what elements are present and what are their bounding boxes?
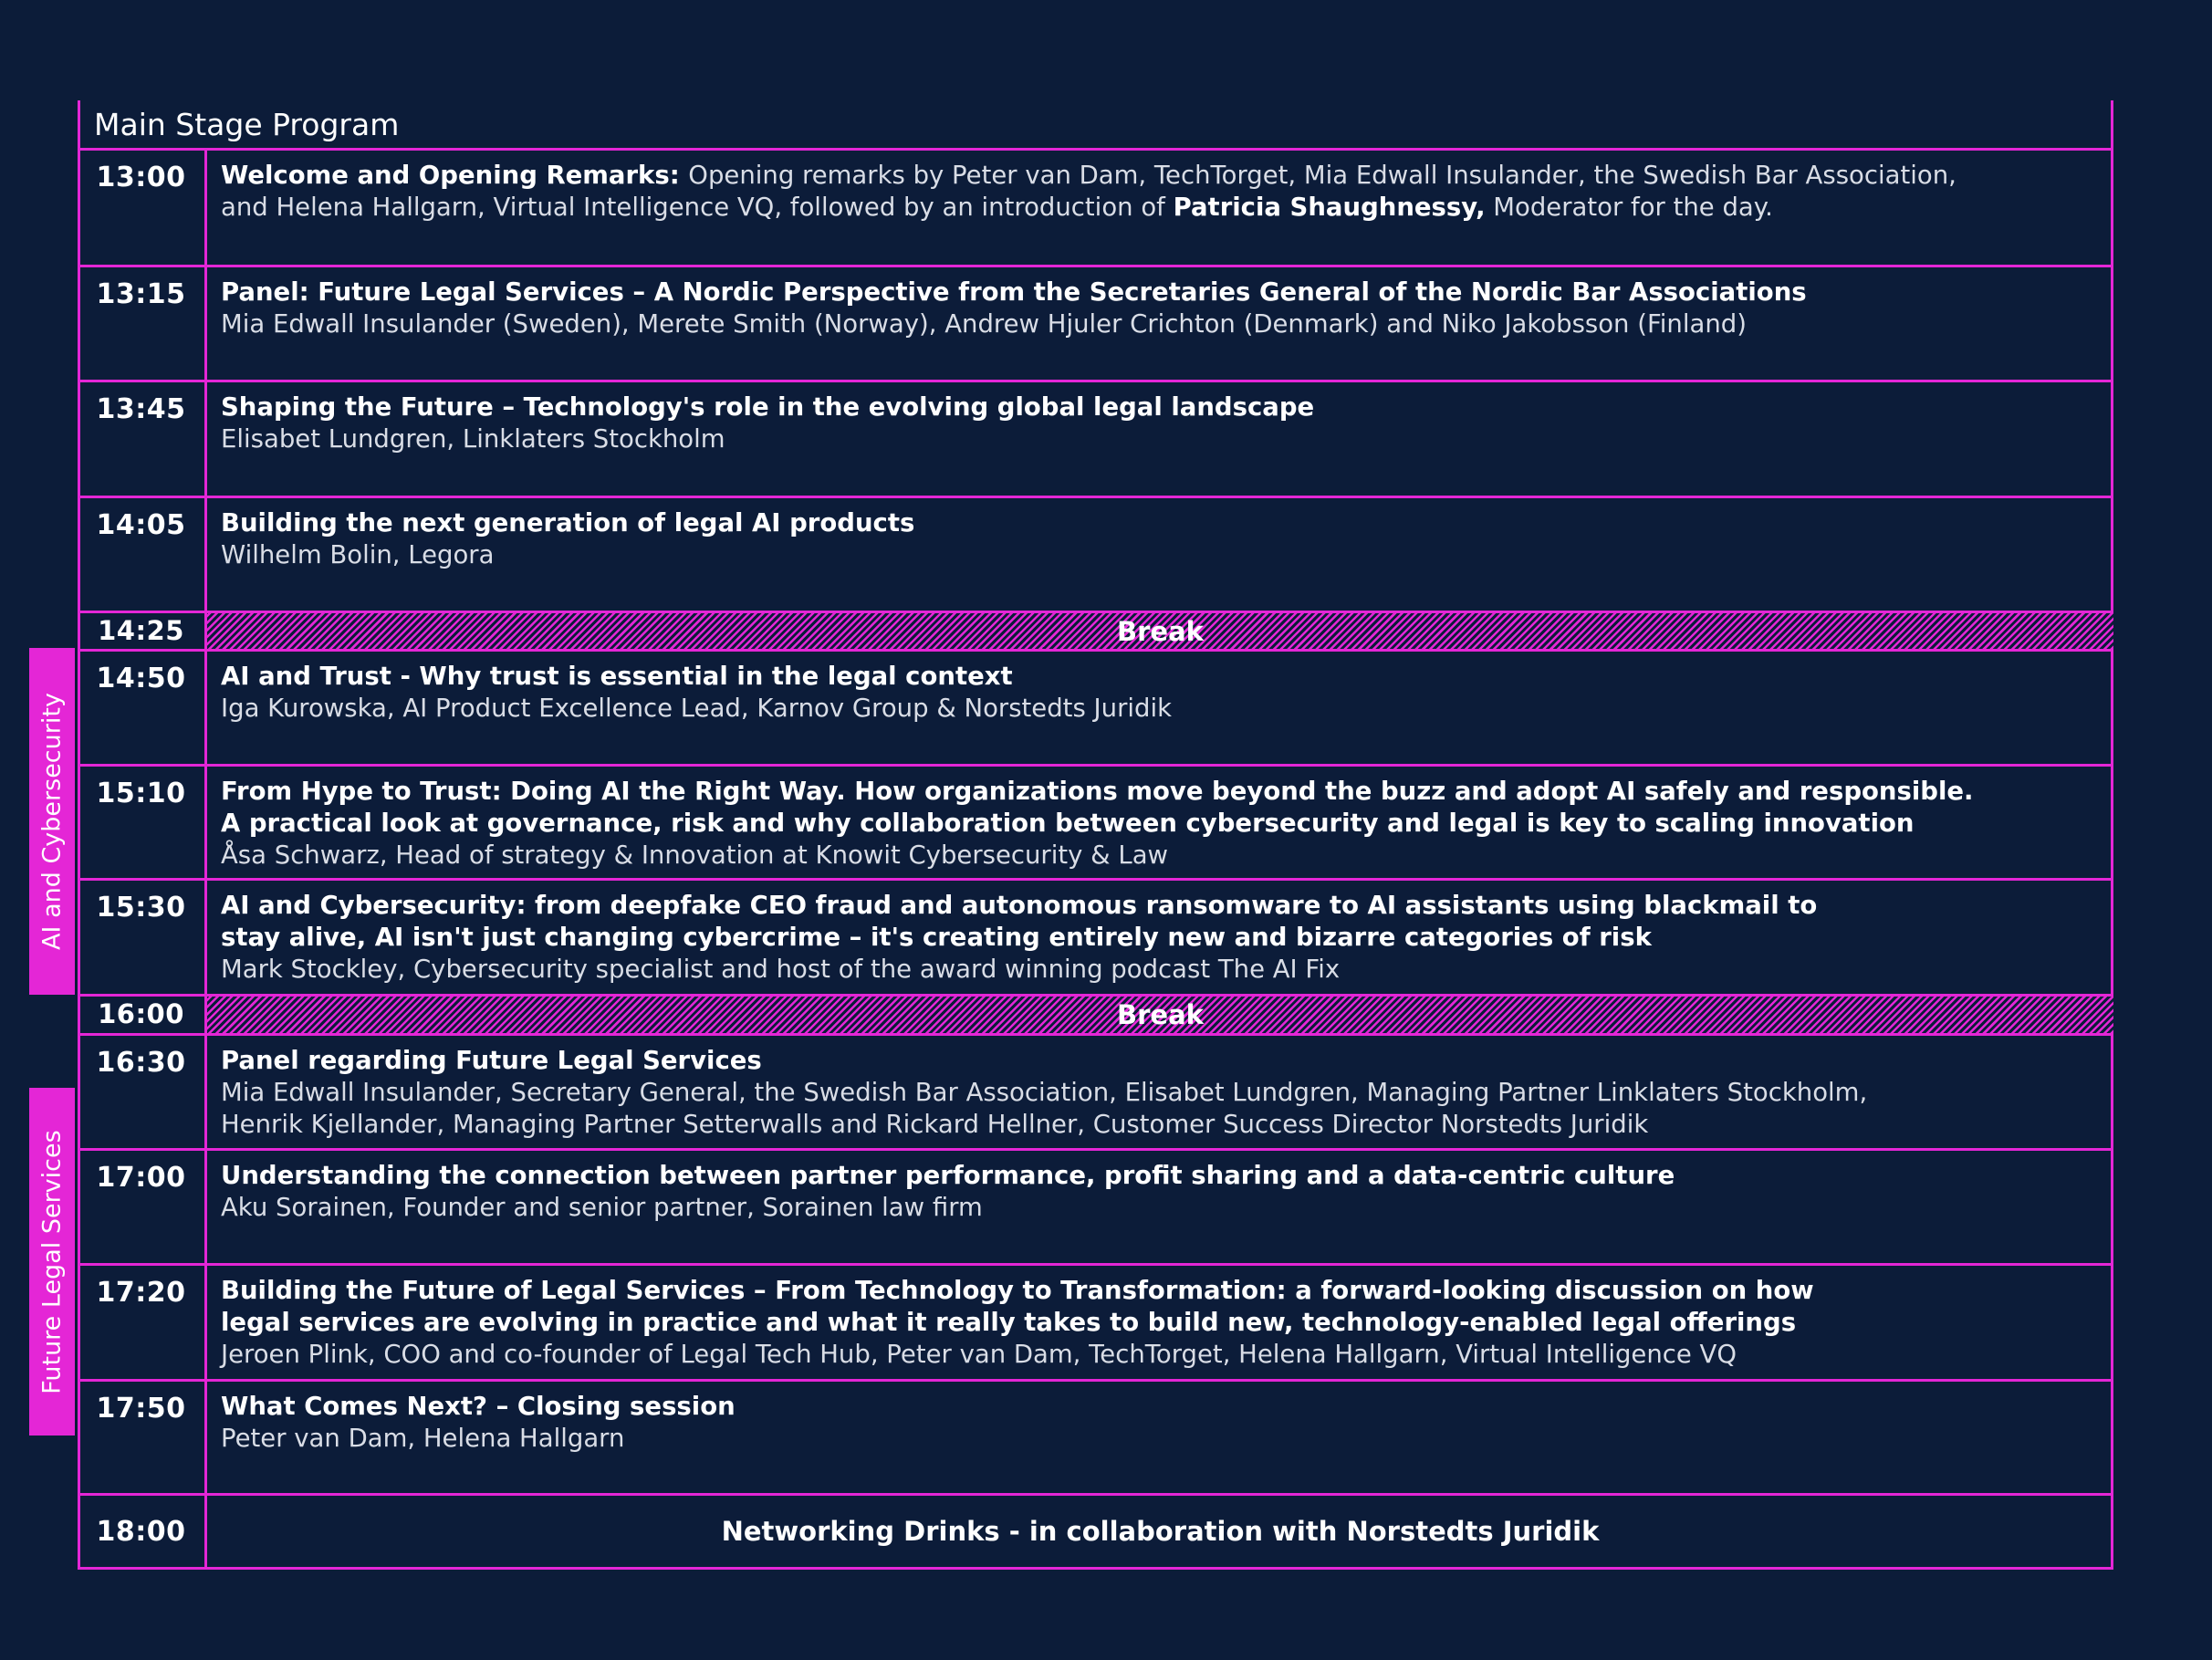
session-row [78, 148, 2113, 265]
session-row [78, 496, 2113, 611]
session-line [221, 423, 2086, 455]
time-cell [78, 267, 207, 380]
time-cell [78, 1151, 207, 1263]
session-line [221, 539, 2086, 571]
session-title-text: legal services are evolving in practice and what it really takes to build new, technology-enabled legal offerings [221, 1308, 1797, 1337]
session-line [221, 507, 2086, 539]
session-speakers-text: Opening remarks by Peter van Dam, TechTorget, Mia Edwall Insulander, the Swedish Bar Association, [688, 161, 1956, 190]
session-title-text: AI and Cybersecurity: from deepfake CEO fraud and autonomous ransomware to AI assistants using blackmail to [221, 891, 1818, 920]
session-speakers-text: Mark Stockley, Cybersecurity specialist and host of the award winning podcast The AI Fix [221, 955, 1341, 984]
session-line [221, 392, 2086, 423]
session-line [221, 160, 2086, 192]
time-cell [78, 652, 207, 764]
session-line [221, 1423, 2086, 1455]
session-title-text: Understanding the connection between partner performance, profit sharing and a data-centric culture [221, 1161, 1675, 1190]
session-line [221, 192, 2086, 224]
session-row [78, 1379, 2113, 1493]
session-row [78, 1148, 2113, 1263]
session-content [221, 392, 2086, 455]
session-line [221, 1275, 2086, 1307]
session-title-text: What Comes Next? – Closing session [221, 1392, 736, 1421]
session-title-text: Panel: Future Legal Services – A Nordic Perspective from the Secretaries General of the Nordic Bar Associations [221, 277, 1807, 307]
session-time: 17:00 [96, 1162, 186, 1194]
session-speakers-text: Mia Edwall Insulander, Secretary General, the Swedish Bar Association, Elisabet Lundgren, Managing Partner Linklaters Stockholm, [221, 1078, 1868, 1107]
session-title-text: From Hype to Trust: Doing AI the Right Way. How organizations move beyond the buzz and adopt AI safely and responsible. [221, 777, 1974, 806]
break-hatch [207, 613, 2113, 649]
session-time: 13:15 [96, 278, 186, 310]
time-cell [78, 1036, 207, 1148]
time-cell [78, 881, 207, 994]
session-row [78, 878, 2113, 994]
session-line [221, 1045, 2086, 1077]
session-time: 14:50 [96, 663, 186, 694]
session-title-text: Building the next generation of legal AI products [221, 508, 915, 538]
session-title-text: Building the Future of Legal Services – From Technology to Transformation: a forward-looking discussion on how [221, 1276, 1814, 1305]
session-speakers-text: Moderator for the day. [1485, 193, 1773, 222]
session-row [78, 1263, 2113, 1379]
session-speakers-text: Mia Edwall Insulander (Sweden), Merete Smith (Norway), Andrew Hjuler Crichton (Denmark) and Niko Jakobsson (Finland) [221, 309, 1747, 339]
session-time: 18:00 [96, 1516, 186, 1548]
session-title-text: Shaping the Future – Technology's role in the evolving global legal landscape [221, 392, 1315, 422]
session-row [78, 764, 2113, 878]
session-row [78, 1493, 2113, 1570]
session-time: 14:05 [96, 509, 186, 541]
section-tab-future-legal-services [29, 1088, 75, 1436]
session-title-text: AI and Trust - Why trust is essential in the legal context [221, 662, 1013, 691]
session-line [221, 1192, 2086, 1224]
session-row [78, 265, 2113, 380]
session-speakers-text: Aku Sorainen, Founder and senior partner, Sorainen law firm [221, 1193, 983, 1222]
session-title-text: Panel regarding Future Legal Services [221, 1046, 762, 1075]
session-speakers-text: Wilhelm Bolin, Legora [221, 540, 495, 569]
section-tab-ai-cybersecurity [29, 648, 75, 995]
session-content [221, 277, 2086, 340]
session-content [221, 1275, 2086, 1371]
session-content [221, 1045, 2086, 1141]
session-line [221, 954, 2086, 986]
session-time: 15:30 [96, 892, 186, 924]
session-time: 16:00 [98, 998, 184, 1029]
section-label: AI and Cybersecurity [37, 693, 67, 950]
time-cell [78, 151, 207, 265]
time-cell [78, 1496, 207, 1567]
session-title-text: Patricia Shaughnessy, [1173, 193, 1486, 222]
session-title-text: stay alive, AI isn't just changing cybercrime – it's creating entirely new and bizarre categories of risk [221, 923, 1652, 952]
time-cell [78, 1266, 207, 1379]
session-line [221, 1160, 2086, 1192]
session-content [221, 890, 2086, 986]
session-content [221, 1391, 2086, 1455]
time-cell [78, 767, 207, 878]
session-line [221, 693, 2086, 725]
session-speakers-text: Jeroen Plink, COO and co-founder of Legal Tech Hub, Peter van Dam, TechTorget, Helena Hallgarn, Virtual Intelligence VQ [221, 1340, 1737, 1369]
session-content [221, 1160, 2086, 1224]
break-row [78, 611, 2113, 649]
session-line [221, 890, 2086, 922]
session-speakers-text: Henrik Kjellander, Managing Partner Setterwalls and Rickard Hellner, Customer Success Director Norstedts Juridik [221, 1110, 1649, 1139]
session-line [221, 1109, 2086, 1141]
break-row [78, 994, 2113, 1033]
session-line [221, 277, 2086, 308]
time-cell [78, 498, 207, 611]
session-content [221, 661, 2086, 725]
session-line [221, 661, 2086, 693]
session-row [78, 649, 2113, 764]
session-line [221, 1339, 2086, 1371]
session-speakers-text: Elisabet Lundgren, Linklaters Stockholm [221, 424, 725, 454]
time-cell [78, 997, 207, 1033]
session-content [221, 507, 2086, 571]
session-line [221, 308, 2086, 340]
session-time: 13:00 [96, 162, 186, 193]
session-line [221, 1307, 2086, 1339]
session-speakers-text: Iga Kurowska, AI Product Excellence Lead, Karnov Group & Norstedts Juridik [221, 694, 1173, 723]
session-line [221, 922, 2086, 954]
session-speakers-text: and Helena Hallgarn, Virtual Intelligence VQ, followed by an introduction of [221, 193, 1174, 222]
section-label: Future Legal Services [37, 1129, 67, 1394]
session-line [221, 1391, 2086, 1423]
session-speakers-text: Peter van Dam, Helena Hallgarn [221, 1424, 625, 1453]
networking-drinks: Networking Drinks - in collaboration with Norstedts Juridik [721, 1516, 1600, 1547]
session-title-text: Welcome and Opening Remarks: [221, 161, 689, 190]
session-line [221, 776, 2086, 808]
session-speakers-text: Åsa Schwarz, Head of strategy & Innovation at Knowit Cybersecurity & Law [221, 840, 1169, 870]
session-line [221, 840, 2086, 872]
session-row [78, 380, 2113, 496]
session-time: 15:10 [96, 778, 186, 809]
session-time: 14:25 [98, 615, 184, 646]
session-time: 16:30 [96, 1047, 186, 1079]
session-row [78, 1033, 2113, 1148]
session-content [221, 776, 2086, 872]
time-cell [78, 613, 207, 649]
time-cell [78, 1382, 207, 1493]
session-line [221, 1077, 2086, 1109]
session-title-text: A practical look at governance, risk and why collaboration between cybersecurity and legal is key to scaling innovation [221, 809, 1915, 838]
time-cell [78, 382, 207, 496]
page-title: Main Stage Program [94, 107, 400, 142]
session-time: 17:20 [96, 1277, 186, 1309]
break-label: Break [1117, 615, 1204, 647]
session-line [221, 808, 2086, 840]
session-content [221, 160, 2086, 224]
session-time: 13:45 [96, 393, 186, 425]
break-hatch [207, 997, 2113, 1033]
break-label: Break [1117, 999, 1204, 1030]
session-time: 17:50 [96, 1393, 186, 1425]
